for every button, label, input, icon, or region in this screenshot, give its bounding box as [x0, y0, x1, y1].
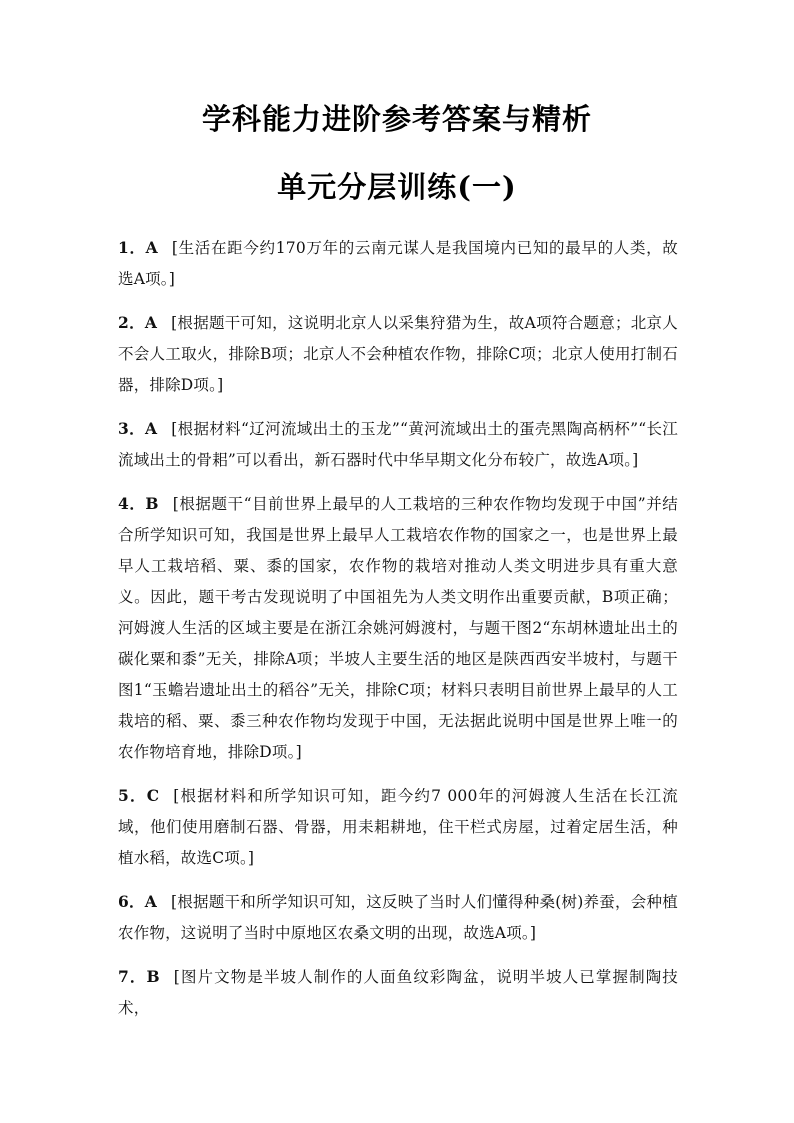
answer-number: 2．	[118, 313, 145, 332]
answer-item-2	[118, 307, 678, 401]
answer-explanation: [根据题干和所学知识可知，这反映了当时人们懂得种桑(树)养蚕，会种植农作物，这说明了当时中原地区农桑文明的出现，故选A项。]	[118, 893, 678, 942]
answer-choice: B	[145, 494, 159, 513]
answer-number: 6．	[118, 892, 145, 911]
answer-explanation: [根据题干“目前世界上最早的人工栽培的三种农作物均发现于中国”并结合所学知识可知，我国是世界上最早人工栽培农作物的国家之一，也是世界上最早人工栽培稻、粟、黍的国家，农作物的栽培对推动人类文明进步具有重大意义。因此，题干考古发现说明了中国祖先为人类文明作出重要贡献，B项正确；河姆渡人生活的区域主要是在浙江余姚河姆渡村，与题干图2“东胡林遗址出土的碳化粟和黍”无关，排除A项；半坡人主要生活的地区是陕西西安半坡村，与题干图1“玉蟾岩遗址出土的稻谷”无关，排除C项；材料只表明目前世界上最早的人工栽培的稻、粟、黍三种农作物均发现于中国，无法据此说明中国是世界上唯一的农作物培育地，排除D项。]	[118, 495, 678, 761]
answer-number: 1．	[118, 238, 146, 257]
answer-item-4	[118, 488, 678, 768]
answer-choice: A	[144, 892, 158, 911]
answer-list	[118, 232, 678, 1036]
answer-item-7	[118, 961, 678, 1024]
answer-number: 5．	[118, 786, 147, 805]
answer-explanation: [根据题干可知，这说明北京人以采集狩猎为生，故A项符合题意；北京人不会人工取火，排除B项；北京人不会种植农作物，排除C项；北京人使用打制石器，排除D项。]	[118, 314, 679, 394]
answer-choice: B	[146, 967, 160, 986]
answer-number: 4．	[118, 494, 146, 513]
answer-number: 3．	[118, 419, 145, 438]
answer-explanation: [根据材料和所学知识可知，距今约7 000年的河姆渡人生活在长江流域，他们使用磨制石器、骨器，用耒耜耕地，住干栏式房屋，过着定居生活，种植水稻，故选C项。]	[118, 787, 678, 867]
answer-item-6	[118, 886, 678, 949]
answer-choice: C	[146, 786, 160, 805]
answer-explanation: [生活在距今约170万年的云南元谋人是我国境内已知的最早的人类，故选A项。]	[118, 239, 679, 288]
answer-item-1	[118, 232, 678, 295]
answer-explanation: [根据材料“辽河流域出土的玉龙”“黄河流域出土的蛋壳黑陶高柄杯”“长江流域出土的骨耜”可以看出，新石器时代中华早期文化分布较广，故选A项。]	[118, 420, 679, 469]
answer-explanation: [图片文物是半坡人制作的人面鱼纹彩陶盆，说明半坡人已掌握制陶技术，	[118, 968, 678, 1017]
answer-item-3	[118, 413, 678, 476]
answer-item-5	[118, 780, 678, 874]
answer-choice: A	[144, 419, 158, 438]
document-title: 学科能力进阶参考答案与精析	[201, 102, 592, 136]
answer-choice: A	[145, 238, 158, 257]
section-title: 单元分层训练(一)	[277, 170, 517, 204]
answer-number: 7．	[118, 967, 147, 986]
answer-choice: A	[144, 313, 158, 332]
